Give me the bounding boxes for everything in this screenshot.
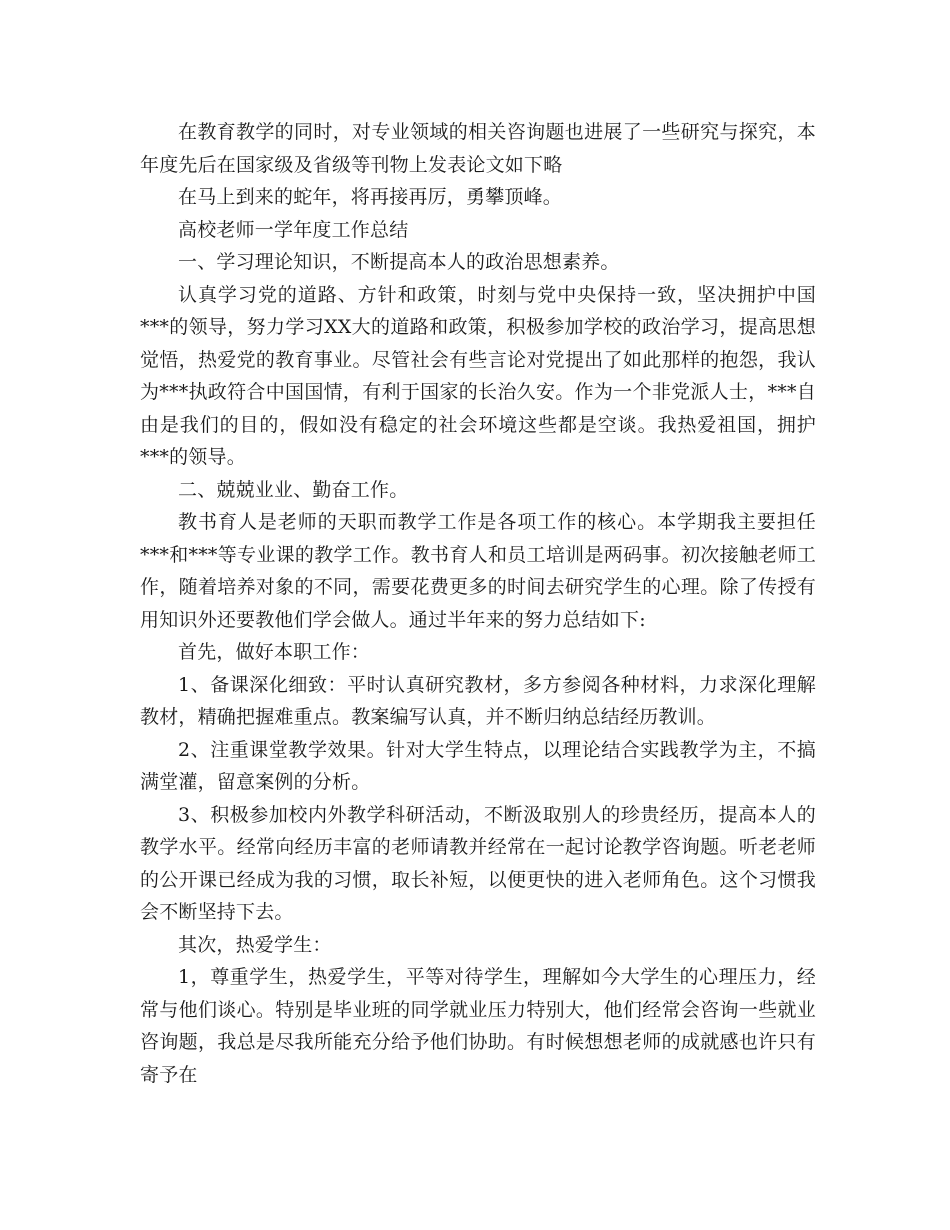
paragraph-item-3: 3、积极参加校内外教学科研活动，不断汲取别人的珍贵经历，提高本人的教学水平。经常向经历丰富的老师请教并经常在一起讨论教学咨询题。听老老师的公开课已经成为我的习惯，取长补短，以便更快的进入老师角色。这个习惯我会不断坚持下去。 (140, 803, 816, 923)
paragraph-respect-students: 1，尊重学生，热爱学生，平等对待学生，理解如今大学生的心理压力，经常与他们谈心。特别是毕业班的同学就业压力特别大，他们经常会咨询一些就业咨询题，我总是尽我所能充分给予他们协助。有时候想想老师的成就感也许只有寄予在 (140, 966, 816, 1086)
section-title: 高校老师一学年度工作总结 (178, 218, 409, 241)
heading-first: 首先，做好本职工作： (178, 641, 371, 663)
paragraph-teaching-duty: 教书育人是老师的天职而教学工作是各项工作的核心。本学期我主要担任***和***等专业课的教学工作。教书育人和员工培训是两码事。初次接触老师工作，随着培养对象的不同，需要花费更多的时间去研究学生的心理。除了传授有用知识外还要教他们学会做人。通过半年来的努力总结如下: (140, 511, 816, 631)
paragraph-item-1: 1、备课深化细致：平时认真研究教材，多方参阅各种材料，力求深化理解教材，精确把握难重点。教案编写认真，并不断归纳总结经历教训。 (140, 673, 816, 728)
paragraph-item-2: 2、注重课堂教学效果。针对大学生特点，以理论结合实践教学为主，不搞满堂灌，留意案例的分析。 (140, 738, 816, 793)
heading-theory-study: 一、学习理论知识，不断提高本人的政治思想素养。 (178, 251, 620, 273)
document-body (140, 116, 816, 1091)
heading-second: 其次，热爱学生： (178, 933, 332, 956)
heading-diligent-work: 二、兢兢业业、勤奋工作。 (178, 478, 409, 501)
paragraph-research: 在教育教学的同时，对专业领域的相关咨询题也进展了一些研究与探究，本年度先后在国家级及省级等刊物上发表论文如下略 (140, 121, 816, 176)
paragraph-party-study: 认真学习党的道路、方针和政策，时刻与党中央保持一致，坚决拥护中国***的领导，努力学习XX大的道路和政策，积极参加学校的政治学习，提高思想觉悟，热爱党的教育事业。尽管社会有些言论对党提出了如此那样的抱怨，我认为***执政符合中国国情，有利于国家的长治久安。作为一个非党派人士，***自由是我们的目的，假如没有稳定的社会环境这些都是空谈。我热爱祖国，拥护***的领导。 (140, 283, 816, 468)
paragraph-new-year: 在马上到来的蛇年，将再接再厉，勇攀顶峰。 (178, 186, 563, 208)
